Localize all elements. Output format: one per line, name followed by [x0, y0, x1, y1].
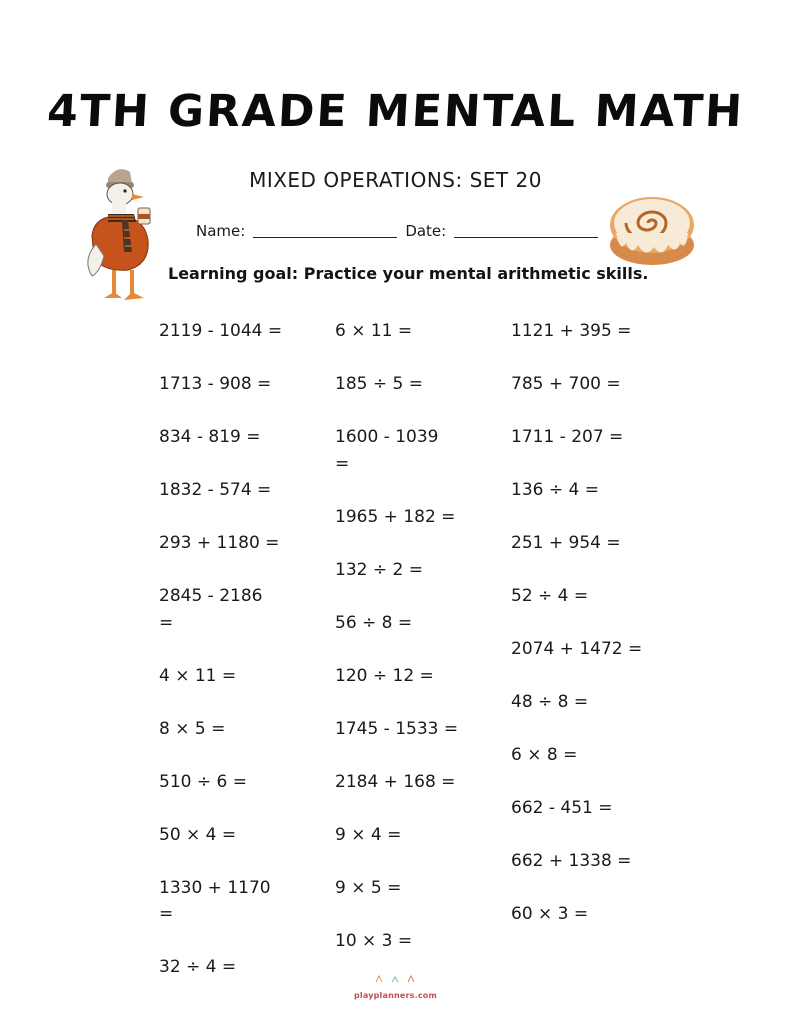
problem-item: 4 × 11 =	[159, 665, 237, 686]
page-subtitle: MIXED OPERATIONS: SET 20	[249, 168, 542, 192]
problem-column-3	[511, 318, 651, 954]
problem-item: 510 ÷ 6 =	[159, 771, 247, 792]
problem-item: 52 ÷ 4 =	[511, 586, 589, 606]
problem-item: 662 - 451 =	[511, 798, 613, 818]
problem-item: 293 + 1180 =	[159, 533, 280, 553]
problem-item: 56 ÷ 8 =	[335, 612, 413, 633]
problem-item: 185 ÷ 5 =	[335, 374, 423, 394]
problem-item: 48 ÷ 8 =	[511, 692, 589, 712]
problem-item: 1713 - 908 =	[159, 374, 272, 394]
problem-item: 50 × 4 =	[159, 824, 237, 845]
problem-column-1	[159, 318, 289, 1007]
problem-item: 10 × 3 =	[335, 930, 413, 951]
footer-brand[interactable]: playplanners.com	[353, 991, 438, 1000]
problem-item: 1600 - 1039 =	[335, 427, 439, 474]
problem-item: 2074 + 1472 =	[511, 639, 643, 659]
problem-item: 9 × 4 =	[335, 824, 402, 845]
problem-item: 2845 - 2186 =	[159, 586, 263, 633]
problem-item: 2119 - 1044 =	[159, 321, 283, 341]
problem-item: 1711 - 207 =	[511, 427, 624, 447]
date-label: Date:	[405, 222, 447, 240]
problem-item: 834 - 819 =	[159, 427, 261, 447]
problem-item: 9 × 5 =	[335, 877, 402, 898]
problem-item: 1965 + 182 =	[335, 506, 456, 527]
name-label: Name:	[196, 222, 246, 240]
problem-item: 6 × 11 =	[335, 321, 413, 341]
problem-column-2	[335, 318, 465, 981]
learning-goal: Learning goal: Practice your mental arithmetic skills.	[168, 264, 649, 283]
footer-logo	[0, 975, 791, 1002]
problem-item: 8 × 5 =	[159, 718, 226, 739]
problem-item: 251 + 954 =	[511, 533, 621, 553]
problem-item: 662 + 1338 =	[511, 851, 632, 871]
problem-item: 120 ÷ 12 =	[335, 665, 434, 686]
problem-item: 1745 - 1533 =	[335, 718, 459, 739]
sparkle-icon	[366, 975, 426, 983]
problem-item: 132 ÷ 2 =	[335, 559, 423, 580]
page-title: 4TH GRADE MENTAL MATH	[45, 86, 746, 137]
problem-item: 1832 - 574 =	[159, 480, 272, 500]
problem-item: 1330 + 1170 =	[159, 877, 271, 924]
problem-item: 60 × 3 =	[511, 904, 589, 924]
problem-item: 136 ÷ 4 =	[511, 480, 599, 500]
problem-item: 6 × 8 =	[511, 745, 578, 765]
problem-item: 2184 + 168 =	[335, 771, 456, 792]
problem-item: 785 + 700 =	[511, 374, 621, 394]
problem-item: 1121 + 395 =	[511, 321, 632, 341]
problem-item: 32 ÷ 4 =	[159, 957, 237, 977]
